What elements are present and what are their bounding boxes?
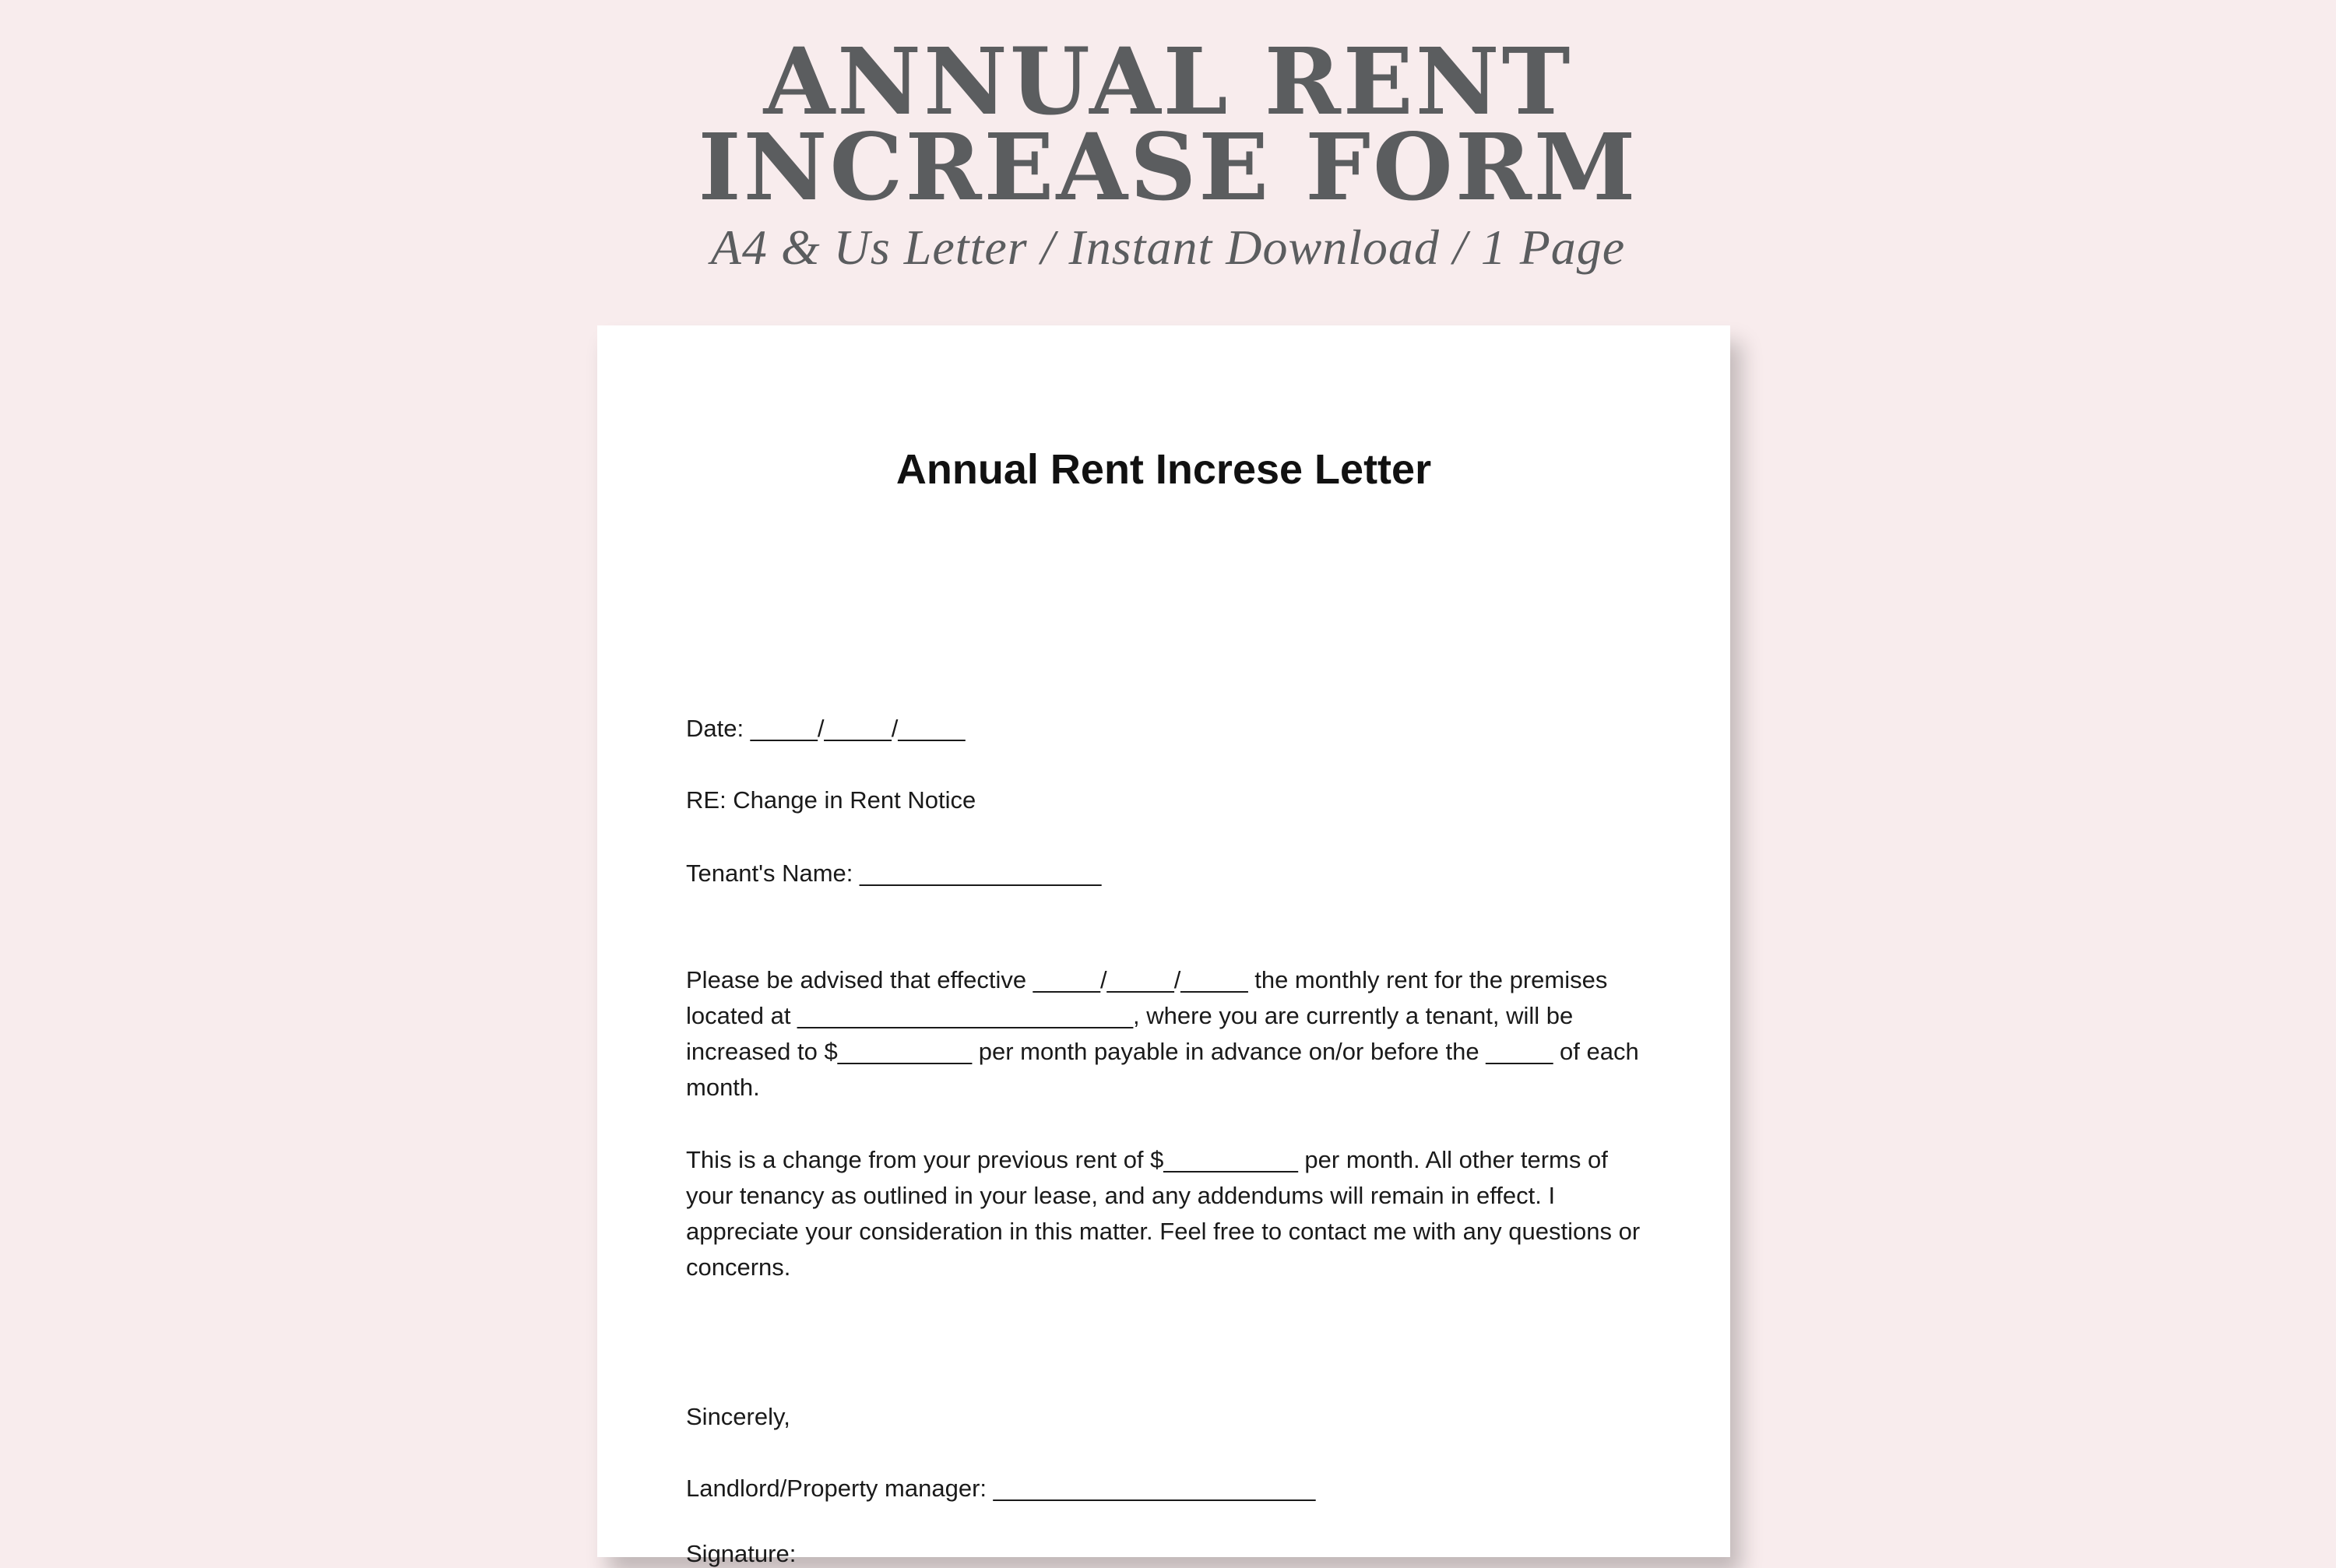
document-page [597,325,1730,1567]
title-line-1: ANNUAL RENT [763,27,1573,135]
letter-title: Annual Rent Increse Letter [895,446,1432,493]
re-line: RE: Change in Rent Notice [686,786,976,814]
date-line: Date: _____/_____/_____ [686,715,966,742]
page-title [0,27,2336,221]
landlord-line: Landlord/Property manager: ________________________ [686,1475,1316,1502]
tenant-name-line: Tenant's Name: __________________ [686,860,1102,887]
rent-increase-paragraph: Please be advised that effective _____/_____/_____ the monthly rent for the premises located at _________________________, where you are currently a tenant, will be increased to $__________ per month payable in advance on/or before the _____ of each month. [686,966,1639,1101]
closing-line: Sincerely, [686,1403,790,1430]
page-subtitle: A4 & Us Letter / Instant Download / 1 Page [710,220,1626,275]
title-line-2: INCREASE FORM [698,113,1638,221]
previous-rent-paragraph: This is a change from your previous rent of $__________ per month. All other terms of your tenancy as outlined in your lease, and any addendums will remain in effect. I appreciate your consideration in this matter. Feel free to contact me with any questions or concerns. [686,1146,1641,1281]
signature-line: Signature: [686,1540,797,1567]
page-header [0,27,2336,279]
